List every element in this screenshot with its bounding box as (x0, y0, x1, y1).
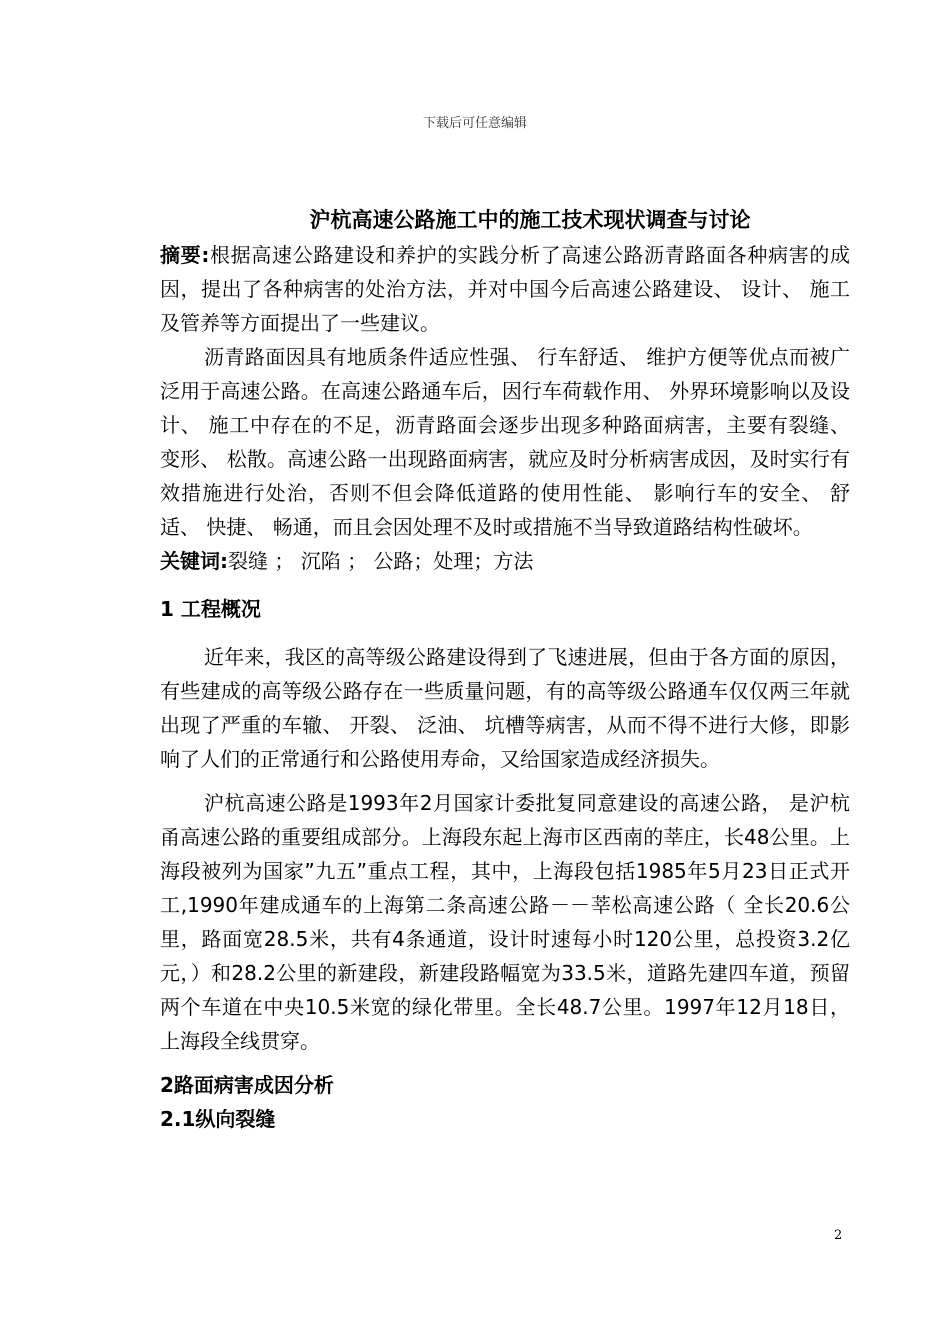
keywords-text: 裂缝 ； 沉陷 ； 公路；处理；方法 (228, 549, 534, 573)
section2-heading: 2路面病害成因分析 (160, 1073, 334, 1097)
header-note: 下载后可任意编辑 (422, 116, 527, 131)
keywords-paragraph (160, 544, 850, 578)
section2-1-heading: 2.1纵向裂缝 (160, 1107, 276, 1131)
abstract-label: 摘要: (160, 243, 210, 267)
page-number: 2 (834, 1228, 843, 1243)
paragraph-gap (160, 1058, 850, 1068)
paragraph-gap (160, 776, 850, 786)
intro-paragraph: 沥青路面因具有地质条件适应性强、 行车舒适、 维护方便等优点而被广泛用于高速公路。在高速公路通车后，因行车荷载作用、 外界环境影响以及设计、 施工中存在的不足，沥青路面会逐步出现多种路面病害，主要有裂缝、 变形、 松散。高速公路一出现路面病害，就应及时分析病害成因，及时实行有效措施进行处治，否则不但会降低道路的使用性能、 影响行车的安全、 舒适、 快捷、 畅通，而且会因处理不及时或措施不当导致道路结构性破坏。 (160, 345, 850, 539)
section1-heading: 1 工程概况 (160, 597, 261, 621)
section1-paragraph-2: 沪杭高速公路是1993年2月国家计委批复同意建设的高速公路， 是沪杭甬高速公路的重要组成部分。上海段东起上海市区西南的莘庄，长48公里。上海段被列为国家”九五”重点工程，其中，上海段包括1985年5月23日正式开工,1990年建成通车的上海第二条高速公路－－莘松高速公路（ 全长20.6公里，路面宽28.5米，共有4条通道，设计时速每小时120公里，总投资3.2亿元，）和28.2公里的新建段，新建段路幅宽为33.5米，道路先建四车道，预留两个车道在中央10.5米宽的绿化带里。全长48.7公里。1997年12月18日，上海段全线贯穿。 (160, 791, 850, 1053)
abstract-paragraph (160, 238, 850, 340)
section1-paragraph-1: 近年来，我区的高等级公路建设得到了飞速进展，但由于各方面的原因，有些建成的高等级公路存在一些质量问题，有的高等级公路通车仅仅两三年就出现了严重的车辙、 开裂、 泛油、 坑槽等病害，从而不得不进行大修，即影响了人们的正常通行和公路使用寿命，又给国家造成经济损失。 (160, 645, 850, 771)
abstract-text: 根据高速公路建设和养护的实践分析了高速公路沥青路面各种病害的成因，提出了各种病害的处治方法，并对中国今后高速公路建设、 设计、 施工及管养等方面提出了一些建议。 (160, 243, 851, 335)
document-body (160, 202, 850, 1136)
keywords-label: 关键词: (160, 549, 228, 573)
document-title: 沪杭高速公路施工中的施工技术现状调查与讨论 (309, 208, 751, 232)
